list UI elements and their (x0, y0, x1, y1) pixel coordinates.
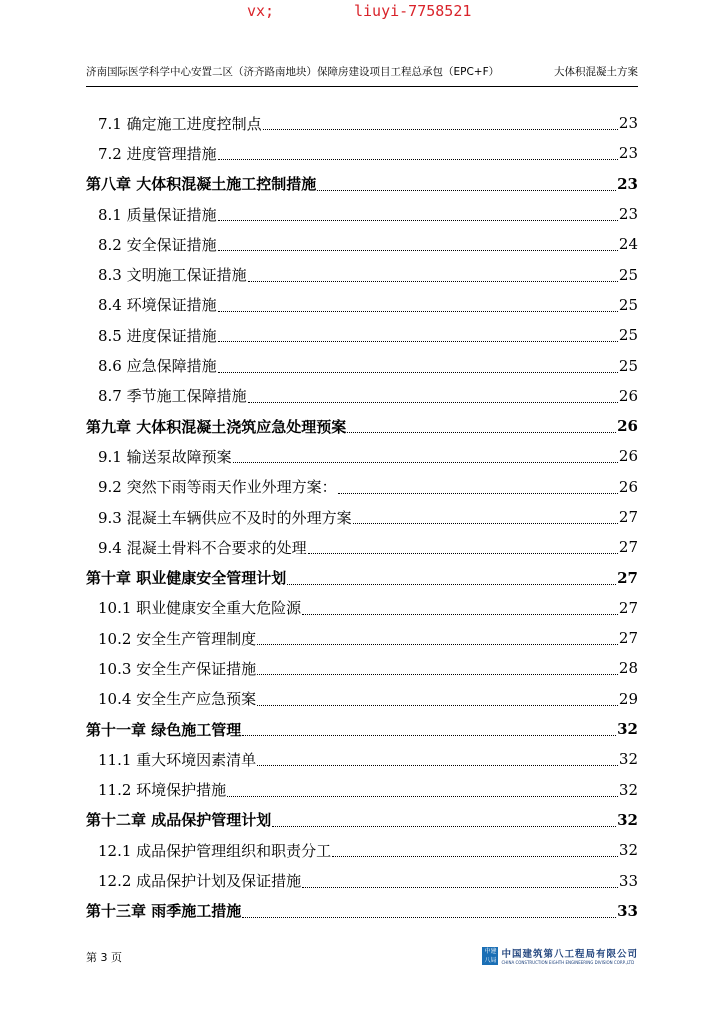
toc-leader-dots (272, 811, 616, 827)
page-number: 第 3 页 (86, 951, 122, 964)
toc-entry-title: 9.3 混凝土车辆供应不及时的外理方案 (98, 508, 352, 527)
company-logo (482, 946, 638, 965)
toc-entry-page: 32 (618, 780, 638, 799)
toc-entry-title: 12.1 成品保护管理组织和职责分工 (98, 841, 332, 860)
toc-entry-title: 9.1 输送泵故障预案 (98, 447, 232, 466)
toc-entry-page: 33 (618, 871, 638, 890)
toc-entry-page: 27 (618, 538, 638, 557)
toc-leader-dots (332, 841, 618, 857)
toc-entry-page: 25 (618, 295, 638, 314)
toc-chapter-entry[interactable] (86, 562, 638, 592)
company-name-en: CHINA CONSTRUCTION EIGHTH ENGINEERING DIVISION CORP.,LTD (501, 960, 635, 965)
toc-leader-dots (287, 569, 616, 585)
header-divider (86, 86, 638, 87)
toc-entry-page: 33 (617, 901, 638, 920)
toc-leader-dots (248, 266, 618, 282)
page-footer (86, 946, 638, 968)
toc-section-entry[interactable] (86, 320, 638, 350)
toc-leader-dots (302, 872, 618, 888)
toc-entry-page: 32 (617, 810, 638, 829)
toc-entry-page: 27 (618, 629, 638, 648)
toc-section-entry[interactable] (86, 290, 638, 320)
toc-leader-dots (218, 235, 618, 251)
toc-leader-dots (227, 781, 618, 797)
toc-section-entry[interactable] (86, 381, 638, 411)
toc-entry-title: 11.1 重大环境因素清单 (98, 750, 257, 769)
toc-entry-title: 第十章 职业健康安全管理计划 (86, 569, 287, 588)
toc-entry-page: 26 (618, 386, 638, 405)
toc-entry-page: 26 (618, 477, 638, 496)
toc-entry-page: 32 (617, 720, 638, 739)
toc-leader-dots (257, 629, 618, 645)
toc-entry-title: 第八章 大体积混凝土施工控制措施 (86, 175, 317, 194)
toc-section-entry[interactable] (86, 138, 638, 168)
toc-section-entry[interactable] (86, 623, 638, 653)
toc-section-entry[interactable] (86, 259, 638, 289)
toc-entry-title: 7.2 进度管理措施 (98, 144, 217, 163)
toc-leader-dots (218, 296, 618, 312)
toc-chapter-entry[interactable] (86, 411, 638, 441)
toc-leader-dots (257, 690, 618, 706)
toc-entry-title: 9.4 混凝土骨料不合要求的处理 (98, 538, 307, 557)
toc-leader-dots (218, 144, 618, 160)
toc-entry-title: 8.7 季节施工保障措施 (98, 387, 247, 406)
toc-leader-dots (257, 750, 618, 766)
toc-entry-title: 8.6 应急保障措施 (98, 357, 217, 376)
toc-entry-page: 32 (618, 750, 638, 769)
toc-leader-dots (263, 114, 618, 130)
toc-entry-title: 8.4 环境保证措施 (98, 296, 217, 315)
toc-chapter-entry[interactable] (86, 805, 638, 835)
watermark-right: liuyi-7758521 (354, 2, 472, 20)
toc-entry-page: 28 (618, 659, 638, 678)
toc-section-entry[interactable] (86, 775, 638, 805)
toc-section-entry[interactable] (86, 199, 638, 229)
toc-section-entry[interactable] (86, 502, 638, 532)
toc-entry-page: 27 (618, 508, 638, 526)
toc-section-entry[interactable] (86, 744, 638, 774)
toc-entry-page: 26 (617, 417, 638, 436)
toc-leader-dots (218, 326, 618, 342)
toc-entry-title: 7.1 确定施工进度控制点 (98, 114, 262, 133)
toc-section-entry[interactable] (86, 350, 638, 380)
toc-entry-page: 32 (618, 841, 638, 860)
toc-entry-page: 27 (618, 598, 638, 617)
toc-leader-dots (347, 417, 616, 433)
toc-entry-page: 23 (617, 174, 638, 193)
toc-chapter-entry[interactable] (86, 714, 638, 744)
toc-leader-dots (218, 357, 618, 373)
toc-entry-page: 26 (618, 447, 638, 466)
toc-entry-page: 25 (618, 356, 638, 375)
toc-entry-title: 第十二章 成品保护管理计划 (86, 811, 272, 830)
toc-section-entry[interactable] (86, 532, 638, 562)
table-of-contents (86, 108, 638, 926)
toc-entry-title: 8.3 文明施工保证措施 (98, 266, 247, 285)
toc-leader-dots (242, 720, 616, 736)
toc-entry-page: 23 (618, 205, 638, 224)
toc-entry-page: 23 (618, 144, 638, 163)
toc-entry-title: 第十一章 绿色施工管理 (86, 720, 242, 739)
toc-entry-page: 29 (618, 689, 638, 708)
toc-entry-page: 23 (618, 114, 638, 133)
toc-entry-title: 11.2 环境保护措施 (98, 781, 227, 800)
toc-chapter-entry[interactable] (86, 896, 638, 926)
toc-entry-title: 10.4 安全生产应急预案 (98, 690, 257, 709)
toc-section-entry[interactable] (86, 441, 638, 471)
toc-section-entry[interactable] (86, 108, 638, 138)
toc-entry-title: 8.1 质量保证措施 (98, 205, 217, 224)
toc-entry-title: 8.5 进度保证措施 (98, 326, 217, 345)
toc-leader-dots (308, 538, 618, 554)
toc-leader-dots (302, 599, 618, 615)
watermark-left: vx; (247, 2, 275, 20)
page-header (86, 64, 638, 79)
toc-section-entry[interactable] (86, 865, 638, 895)
toc-leader-dots (353, 508, 618, 524)
toc-section-entry[interactable] (86, 653, 638, 683)
toc-entry-title: 10.2 安全生产管理制度 (98, 629, 257, 648)
toc-leader-dots (242, 902, 616, 918)
watermark (0, 0, 724, 22)
toc-entry-title: 第九章 大体积混凝土浇筑应急处理预案 (86, 417, 347, 436)
company-name-cn: 中国建筑第八工程局有限公司 (501, 949, 638, 960)
toc-section-entry[interactable] (86, 229, 638, 259)
header-doc-title: 大体积混凝土方案 (554, 66, 638, 78)
toc-entry-title: 12.2 成品保护计划及保证措施 (98, 872, 302, 891)
toc-leader-dots (317, 175, 616, 191)
toc-entry-title: 10.3 安全生产保证措施 (98, 659, 257, 678)
toc-leader-dots (257, 659, 618, 675)
toc-entry-title: 8.2 安全保证措施 (98, 235, 217, 254)
toc-leader-dots (233, 447, 618, 463)
toc-entry-page: 25 (618, 265, 638, 284)
toc-chapter-entry[interactable] (86, 169, 638, 199)
toc-leader-dots (218, 205, 618, 221)
toc-entry-title: 10.1 职业健康安全重大危险源 (98, 599, 302, 618)
toc-leader-dots (338, 478, 618, 494)
toc-entry-page: 25 (618, 326, 638, 345)
toc-section-entry[interactable] (86, 684, 638, 714)
toc-entry-title: 9.2 突然下雨等雨天作业外理方案： (98, 478, 337, 497)
toc-section-entry[interactable] (86, 593, 638, 623)
header-project-title: 济南国际医学科学中心安置二区（济齐路南地块）保障房建设项目工程总承包（EPC+F） (86, 66, 500, 78)
toc-entry-page: 24 (618, 235, 638, 254)
cscec-logo-icon: 中建 八局 (484, 947, 497, 964)
toc-entry-page: 27 (617, 568, 638, 587)
toc-entry-title: 第十三章 雨季施工措施 (86, 902, 242, 921)
toc-section-entry[interactable] (86, 835, 638, 865)
toc-section-entry[interactable] (86, 472, 638, 502)
toc-leader-dots (248, 387, 618, 403)
